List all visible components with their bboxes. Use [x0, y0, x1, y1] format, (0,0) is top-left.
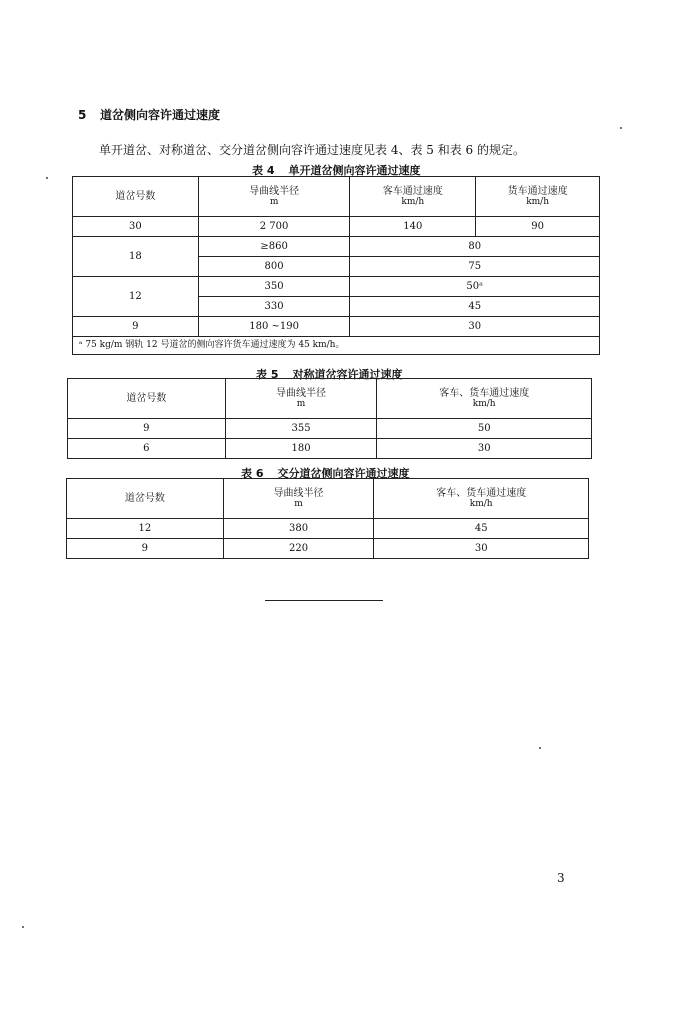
- table6-turnout-cell: 9: [67, 539, 224, 559]
- table4-header-turnout: 道岔号数: [73, 177, 199, 217]
- table4-radius-cell: 800: [198, 257, 350, 277]
- table-row: [73, 317, 600, 337]
- table4-number: 表 4: [252, 164, 275, 177]
- end-rule: [265, 600, 383, 601]
- table-row: [73, 277, 600, 297]
- table4-header-row: [73, 177, 600, 217]
- table4-speed-cell: 80: [350, 237, 600, 257]
- table6-number: 表 6: [241, 467, 264, 480]
- table-row: [73, 217, 600, 237]
- table4-speed-cell: 45: [350, 297, 600, 317]
- table4-radius-cell: ≥860: [198, 237, 350, 257]
- table6-header-turnout: 道岔号数: [67, 479, 224, 519]
- table-row: [67, 519, 589, 539]
- table6-header-speed: 客车、货车通过速度 km/h: [374, 479, 589, 519]
- table4-passenger-cell: 140: [350, 217, 476, 237]
- table4-turnout-cell: 30: [73, 217, 199, 237]
- table4-radius-cell: 180 ~190: [198, 317, 350, 337]
- table5-header-row: [68, 379, 592, 419]
- table4-radius-cell: 330: [198, 297, 350, 317]
- page-number: 3: [557, 871, 565, 885]
- section-number: 5: [78, 108, 87, 122]
- table5-turnout-cell: 6: [68, 439, 226, 459]
- table-row: [73, 237, 600, 257]
- scan-speck: [22, 926, 24, 928]
- table6: [66, 478, 589, 559]
- table5-radius-cell: 180: [225, 439, 377, 459]
- table5-title: 对称道岔容许通过速度: [292, 368, 403, 381]
- table4-title: 单开道岔侧向容许通过速度: [288, 164, 421, 177]
- table5-turnout-cell: 9: [68, 419, 226, 439]
- table5-radius-cell: 355: [225, 419, 377, 439]
- table5-speed-cell: 50: [377, 419, 592, 439]
- section-title: 道岔侧向容许通过速度: [100, 108, 221, 122]
- table6-radius-cell: 380: [223, 519, 374, 539]
- table4-speed-cell: 50ᵃ: [350, 277, 600, 297]
- table4-turnout-cell: 9: [73, 317, 199, 337]
- scan-speck: [539, 747, 541, 749]
- table4-turnout-cell: 12: [73, 277, 199, 317]
- table4-header-passenger: 客车通过速度 km/h: [350, 177, 476, 217]
- table-row: [68, 439, 592, 459]
- table4-header-freight: 货车通过速度 km/h: [476, 177, 600, 217]
- table4: [72, 176, 600, 355]
- table4-freight-cell: 90: [476, 217, 600, 237]
- table4-header-radius: 导曲线半径 m: [198, 177, 350, 217]
- scan-speck: [620, 127, 622, 129]
- table6-turnout-cell: 12: [67, 519, 224, 539]
- table6-title: 交分道岔侧向容许通过速度: [277, 467, 410, 480]
- table4-radius-cell: 350: [198, 277, 350, 297]
- intro-paragraph: 单开道岔、对称道岔、交分道岔侧向容许通过速度见表 4、表 5 和表 6 的规定。: [99, 143, 525, 157]
- table5-number: 表 5: [256, 368, 279, 381]
- table4-radius-cell: 2 700: [198, 217, 350, 237]
- table6-radius-cell: 220: [223, 539, 374, 559]
- table5-header-radius: 导曲线半径 m: [225, 379, 377, 419]
- table5-speed-cell: 30: [377, 439, 592, 459]
- table4-footnote-row: [73, 337, 600, 355]
- table5-header-speed: 客车、货车通过速度 km/h: [377, 379, 592, 419]
- table4-speed-cell: 75: [350, 257, 600, 277]
- table6-speed-cell: 45: [374, 519, 589, 539]
- table4-footnote: ᵃ 75 kg/m 钢轨 12 号道岔的侧向容许货车通过速度为 45 km/h。: [73, 337, 600, 355]
- table5-header-turnout: 道岔号数: [68, 379, 226, 419]
- table5: [67, 378, 592, 459]
- table4-turnout-cell: 18: [73, 237, 199, 277]
- table6-header-row: [67, 479, 589, 519]
- section-heading: [78, 106, 220, 123]
- table6-speed-cell: 30: [374, 539, 589, 559]
- table6-header-radius: 导曲线半径 m: [223, 479, 374, 519]
- table-row: [68, 419, 592, 439]
- table-row: [67, 539, 589, 559]
- table4-speed-cell: 30: [350, 317, 600, 337]
- scan-speck: [46, 177, 48, 179]
